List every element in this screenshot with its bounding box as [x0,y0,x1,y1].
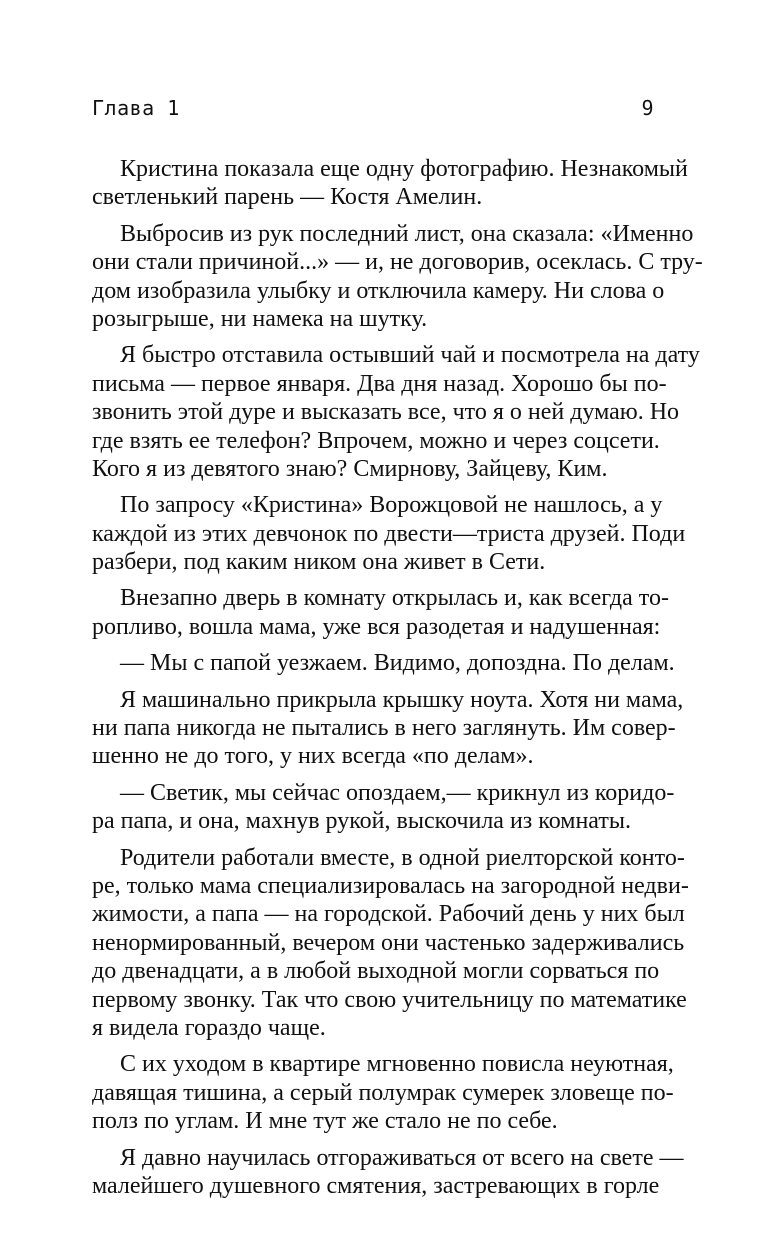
page-number: 9 [641,96,654,120]
text-line: ненормированный, вечером они частенько задерживались [92,929,685,956]
text-line: давящая тишина, а серый полумрак сумерек зловеще по- [92,1079,674,1106]
text-line: первому звонку. Так что свою учительницу по математике [92,986,687,1013]
text-line: жимости, а папа — на городской. Рабочий день у них был [92,901,685,928]
running-head [92,96,654,126]
paragraph [92,1050,674,1135]
text-line: — Мы с папой уезжаем. Видимо, допоздна. По делам. [120,650,675,677]
chapter-title: Глава 1 [92,96,180,120]
text-line: они стали причиной...» — и, не договорив, осеклась. С тру- [92,249,703,276]
text-line: светленький парень — Костя Амелин. [92,184,483,211]
text-line: По запросу «Кристина» Ворожцовой не нашлось, а у [120,492,663,519]
text-line: — Светик, мы сейчас опоздаем,— крикнул из коридо- [120,779,675,806]
paragraph [92,686,684,771]
paragraph-gap [92,333,654,341]
text-line: я видела гораздо чаще. [92,1014,326,1041]
text-line: Я давно научилась отгораживаться от всего на свете — [120,1144,684,1171]
body-text [92,155,703,1200]
text-line: звонить этой дуре и высказать все, что я о ней думаю. Но [92,399,680,426]
text-line: дом изобразила улыбку и отключила камеру. Ни слова о [92,277,665,304]
paragraph-gap [92,1042,654,1050]
paragraph-gap [92,678,654,686]
paragraph [92,1144,684,1201]
text-line: Кого я из девятого знаю? Смирнову, Зайцеву, Ким. [92,455,608,482]
text-line: ни папа никогда не пытались в него заглянуть. Им совер- [92,715,676,742]
paragraph-gap [92,641,654,649]
text-line: письма — первое января. Два дня назад. Хорошо бы по- [92,370,667,397]
paragraph-gap [92,576,654,584]
paragraph [92,220,703,334]
paragraph [92,649,675,677]
text-line: Родители работали вместе, в одной риелторской конто- [120,844,685,871]
text-line: Внезапно дверь в комнату открылась и, как всегда то- [120,585,669,612]
text-line: малейшего душевного смятения, застревающих в горле [92,1172,660,1199]
paragraph-gap [92,483,654,491]
paragraph-gap [92,836,654,844]
text-line: розыгрыше, ни намека на шутку. [92,305,428,332]
text-line: ропливо, вошла мама, уже вся разодетая и надушенная: [92,613,661,640]
text-line: где взять ее телефон? Впрочем, можно и через соцсети. [92,427,660,454]
text-line: ре, только мама специализировалась на загородной недви- [92,872,689,899]
paragraph-gap [92,212,654,220]
paragraph-gap [92,1136,654,1144]
text-line: ра папа, и она, махнув рукой, выскочила из комнаты. [92,808,631,835]
paragraph [92,584,669,641]
paragraph [92,155,688,212]
paragraph [92,844,689,1043]
text-line: С их уходом в квартире мгновенно повисла неуютная, [120,1051,674,1078]
paragraph-gap [92,771,654,779]
text-line: полз по углам. И мне тут же стало не по себе. [92,1108,558,1135]
text-line: Выбросив из рук последний лист, она сказала: «Именно [120,220,694,247]
paragraph [92,779,675,836]
paragraph [92,341,700,483]
text-line: шенно не до того, у них всегда «по делам». [92,743,534,770]
text-line: до двенадцати, а в любой выходной могли сорваться по [92,958,660,985]
text-line: разбери, под каким ником она живет в Сети. [92,549,546,576]
text-line: Кристина показала еще одну фотографию. Незнакомый [120,156,688,182]
paragraph [92,491,686,576]
text-line: Я машинально прикрыла крышку ноута. Хотя ни мама, [120,686,684,713]
text-line: каждой из этих девчонок по двести—триста друзей. Поди [92,520,686,547]
text-line: Я быстро отставила остывший чай и посмотрела на дату [120,342,700,369]
